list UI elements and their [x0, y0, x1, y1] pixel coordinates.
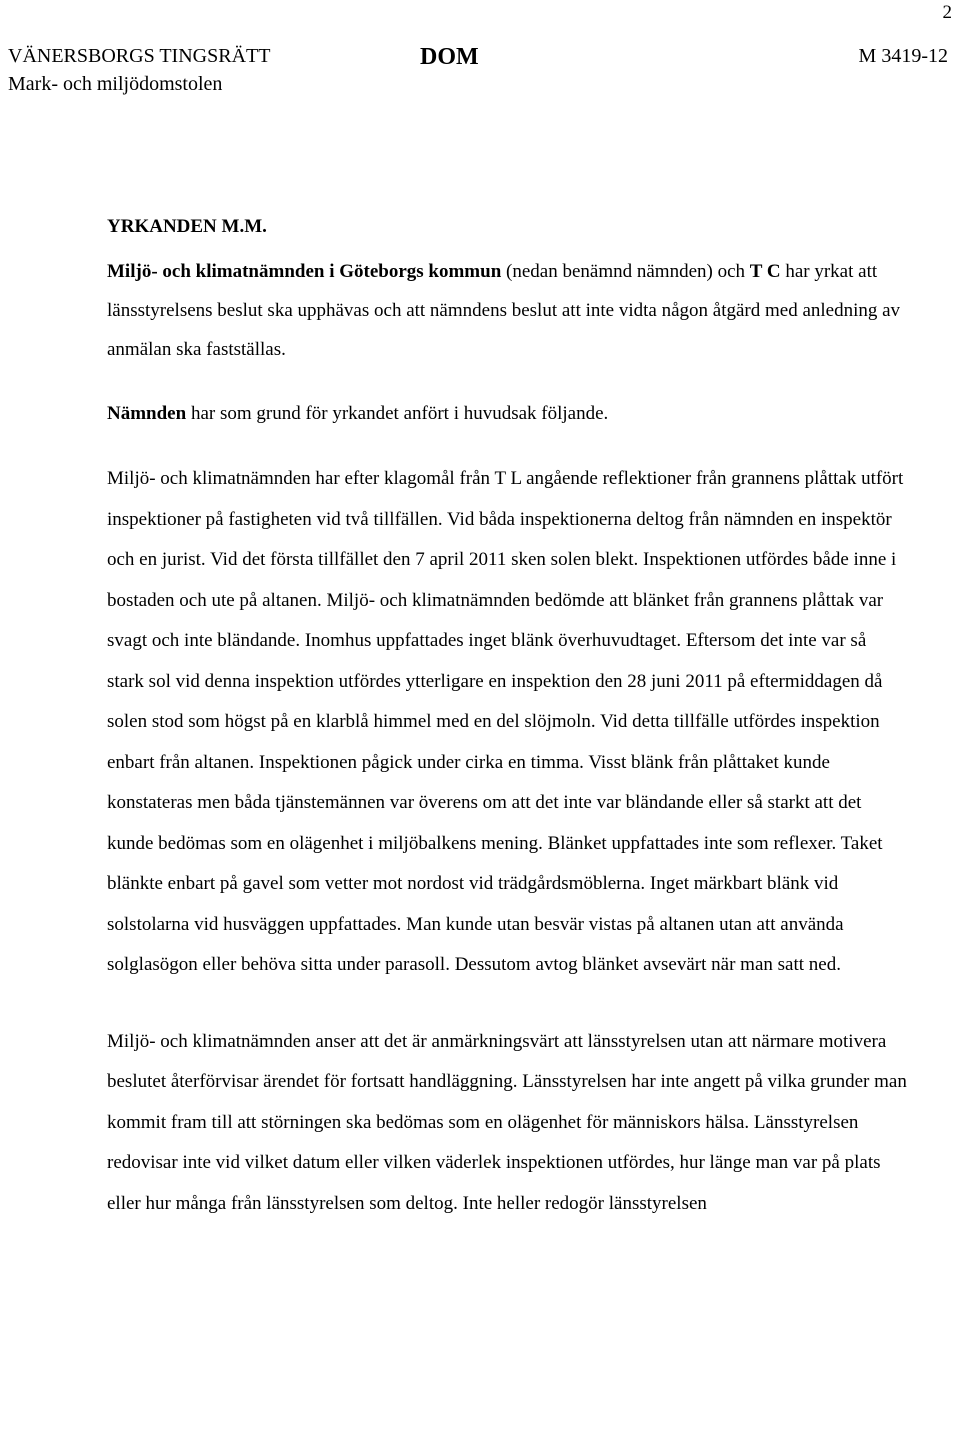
- document-header: [0, 43, 960, 103]
- document-body: [107, 214, 907, 1224]
- paragraph-grounds-intro: [107, 394, 907, 433]
- paragraph-claims: [107, 252, 907, 369]
- party-name: Nämnden: [107, 403, 187, 424]
- case-number: M 3419-12: [858, 45, 948, 67]
- court-department: Mark- och miljödomstolen: [8, 73, 223, 95]
- section-heading: YRKANDEN M.M.: [107, 216, 267, 237]
- paragraph-text: (nedan benämnd nämnden) och: [501, 261, 750, 282]
- court-name: VÄNERSBORGS TINGSRÄTT: [8, 45, 271, 67]
- party-name: Miljö- och klimatnämnden i Göteborgs kommun: [107, 261, 502, 282]
- page-number: 2: [942, 2, 952, 23]
- paragraph-objections: Miljö- och klimatnämnden anser att det är anmärkningsvärt att länsstyrelsen utan att närmare motivera beslutet återförvisar ärendet för fortsatt handläggning. Länsstyrelsen har inte angett på vilka grunder man kommit fram till att störningen ska bedömas som en olägenhet för människors hälsa. Länsstyrelsen redovisar inte vid vilket datum eller vilken väderlek inspektionen utfördes, hur länge man var på plats eller hur många från länsstyrelsen som deltog. Inte heller redogör länsstyrelsen: [107, 1030, 907, 1214]
- paragraph-text: har som grund för yrkandet anfört i huvudsak följande.: [186, 403, 609, 424]
- party-initials: T C: [749, 261, 781, 282]
- document-type: DOM: [420, 44, 479, 70]
- paragraph-text: har yrkat att länsstyrelsens beslut ska upphävas och att nämndens beslut att inte vidta någon åtgärd med anledning av anmälan ska fastställas.: [107, 261, 901, 360]
- paragraph-inspections: Miljö- och klimatnämnden har efter klagomål från T L angående reflektioner från grannens plåttak utfört inspektioner på fastigheten vid två tillfällen. Vid båda inspektionerna deltog från nämnden en inspektör och en jurist. Vid det första tillfället den 7 april 2011 sken solen blekt. Inspektionen utfördes både inne i bostaden och ute på altanen. Miljö- och klimatnämnden bedömde att blänket från grannens plåttak var svagt och inte bländande. Inomhus uppfattades inget blänk överhuvudtaget. Eftersom det inte var så stark sol vid denna inspektion utfördes ytterligare en inspektion den 28 juni 2011 på eftermiddagen då solen stod som högst på en klarblå himmel med en del slöjmoln. Vid detta tillfälle utfördes inspektion enbart från altanen. Inspektionen pågick under cirka en timma. Visst blänk från plåttaket kunde konstateras men båda tjänstemännen var överens om att det inte var bländande eller så starkt att det kunde bedömas som en olägenhet i miljöbalkens mening. Blänket uppfattades inte som reflexer. Taket blänkte enbart på gavel som vetter mot nordost vid trädgårdsmöblerna. Inget märkbart blänk vid solstolarna vid husväggen uppfattades. Man kunde utan besvär vistas på altanen utan att använda solglasögon eller behöva sitta under parasoll. Dessutom avtog blänket avsevärt när man satt ned.: [107, 468, 904, 975]
